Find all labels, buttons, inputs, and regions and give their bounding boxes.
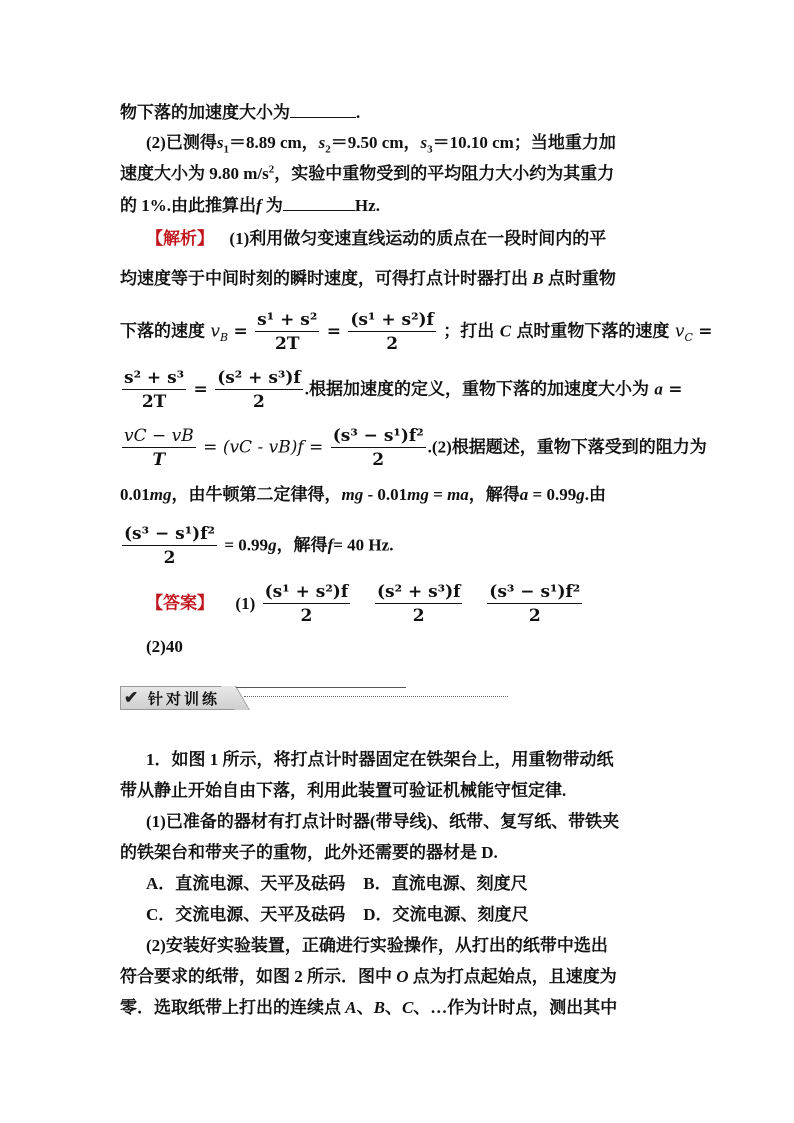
answer-fraction-1: $\frac{\text{(s¹ + s²)f}}{2}$ [264,582,349,626]
answer-fraction-3: $\frac{\text{(s³ − s¹)f²}}{2}$ [489,582,581,626]
answer-fraction-2: $\frac{\text{(s² + s³)f}}{2}$ [376,582,461,626]
check-icon: ✔ [124,688,139,708]
answer-blank-2 [283,194,355,211]
question-text-end: . [356,103,361,122]
problem-line-9: 零．选取纸带上打出的连续点 A、B、C、…作为计时点，测出其中 [120,998,618,1017]
answer-tag: 【答案】 [146,593,214,614]
analysis-line-1: 【解析】 (1)利用做匀变速直线运动的质点在一段时间内的平 [146,229,607,249]
fraction-vb-1: $\frac{\text{s¹ + s²}}{2T}$ [257,310,318,354]
analysis-line-6: 0.01mg，由牛顿第二定律得，mg - 0.01mg = ma，解得a = 0.99g.由 [120,485,606,504]
problem-line-1: 1．如图 1 所示，将打点计时器固定在铁架台上，用重物带动纸 [146,750,614,769]
option-b: B．直流电源、刻度尺 [363,874,528,893]
training-section-header [120,686,406,712]
question-line-1 [120,101,360,124]
answer-line-1: 【答案】 (1) $\frac{\text{(s¹ + s²)f}}{2}$ $\frac{\text{(s² + s³)f}}{2}$ $\frac{\text{(s³ − s¹)f²}}{2}$ [146,582,581,626]
analysis-line-5: $\frac{vC - vB}{T}$ = (vC - vB)f = $\frac{\text{(s³ − s¹)f²}}{2}$ .(2)根据题述，重物下落受到的阻力为 [124,426,707,470]
analysis-tag: 【解析】 [146,229,214,249]
fraction-vb-2: $\frac{\text{(s¹ + s²)f}}{2}$ [350,310,434,354]
problem-options-1 [146,873,528,895]
question-2-line-3: 的 1%.由此推算出f 为 Hz. [120,196,380,215]
fraction-accel-1: $\frac{vC - vB}{T}$ [124,426,194,470]
analysis-line-4: $\frac{\text{s² + s³}}{2T}$ = $\frac{\text{(s² + s³)f}}{2}$ .根据加速度的定义，重物下落的加速度大小为 a = [124,368,683,412]
answer-line-2: (2)40 [146,637,183,656]
problem-line-4: 的铁架台和带夹子的重物，此外还需要的器材是 D. [120,843,498,862]
problem-line-2: 带从静止开始自由下落，利用此装置可验证机械能守恒定律. [120,781,567,800]
option-d: D．交流电源、刻度尺 [363,905,529,924]
problem-line-7: (2)安装好实验装置，正确进行实验操作，从打出的纸带中选出 [146,936,608,955]
divider [244,696,508,697]
fraction-result: $\frac{\text{(s³ − s¹)f²}}{2}$ [124,524,215,568]
problem-options-2 [146,904,529,926]
analysis-line-7: $\frac{\text{(s³ − s¹)f²}}{2}$ = 0.99g，解得f= 40 Hz. [124,524,394,568]
fraction-accel-2: $\frac{\text{(s³ − s¹)f²}}{2}$ [332,426,424,470]
option-c: C．交流电源、天平及砝码 [146,905,346,924]
question-2-line-2: 速度大小为 9.80 $m/s^2$，实验中重物受到的平均阻力大小约为其重力 [120,163,615,183]
problem-line-3: (1)已准备的器材有打点计时器(带导线)、纸带、复写纸、带铁夹 [146,812,620,831]
analysis-line-2: 均速度等于中间时刻的瞬时速度，可得打点计时器打出 B 点时重物 [120,269,616,288]
question-2-line-1: (2)已测得$s_1=8.89$ cm，$s_2=9.50$ cm，$s_3=10.10$ cm；当地重力加 [146,133,616,156]
training-label: 针对训练 [148,690,221,708]
question-text: 物下落的加速度大小为 [120,103,290,122]
option-a: A．直流电源、天平及砝码 [146,874,346,893]
problem-line-8: 符合要求的纸带，如图 2 所示．图中 O 点为打点起始点，且速度为 [120,967,617,986]
fraction-vc-2: $\frac{\text{(s² + s³)f}}{2}$ [217,368,301,412]
answer-blank-1 [290,101,356,118]
analysis-line-3: 下落的速度 $v_B$ = $\frac{\text{s¹ + s²}}{2T}$ = $\frac{\text{(s¹ + s²)f}}{2}$ ；打出 C 点时重物下落的速度 $v_C$ = [120,310,713,354]
fraction-vc-1: $\frac{\text{s² + s³}}{2T}$ [124,368,185,412]
